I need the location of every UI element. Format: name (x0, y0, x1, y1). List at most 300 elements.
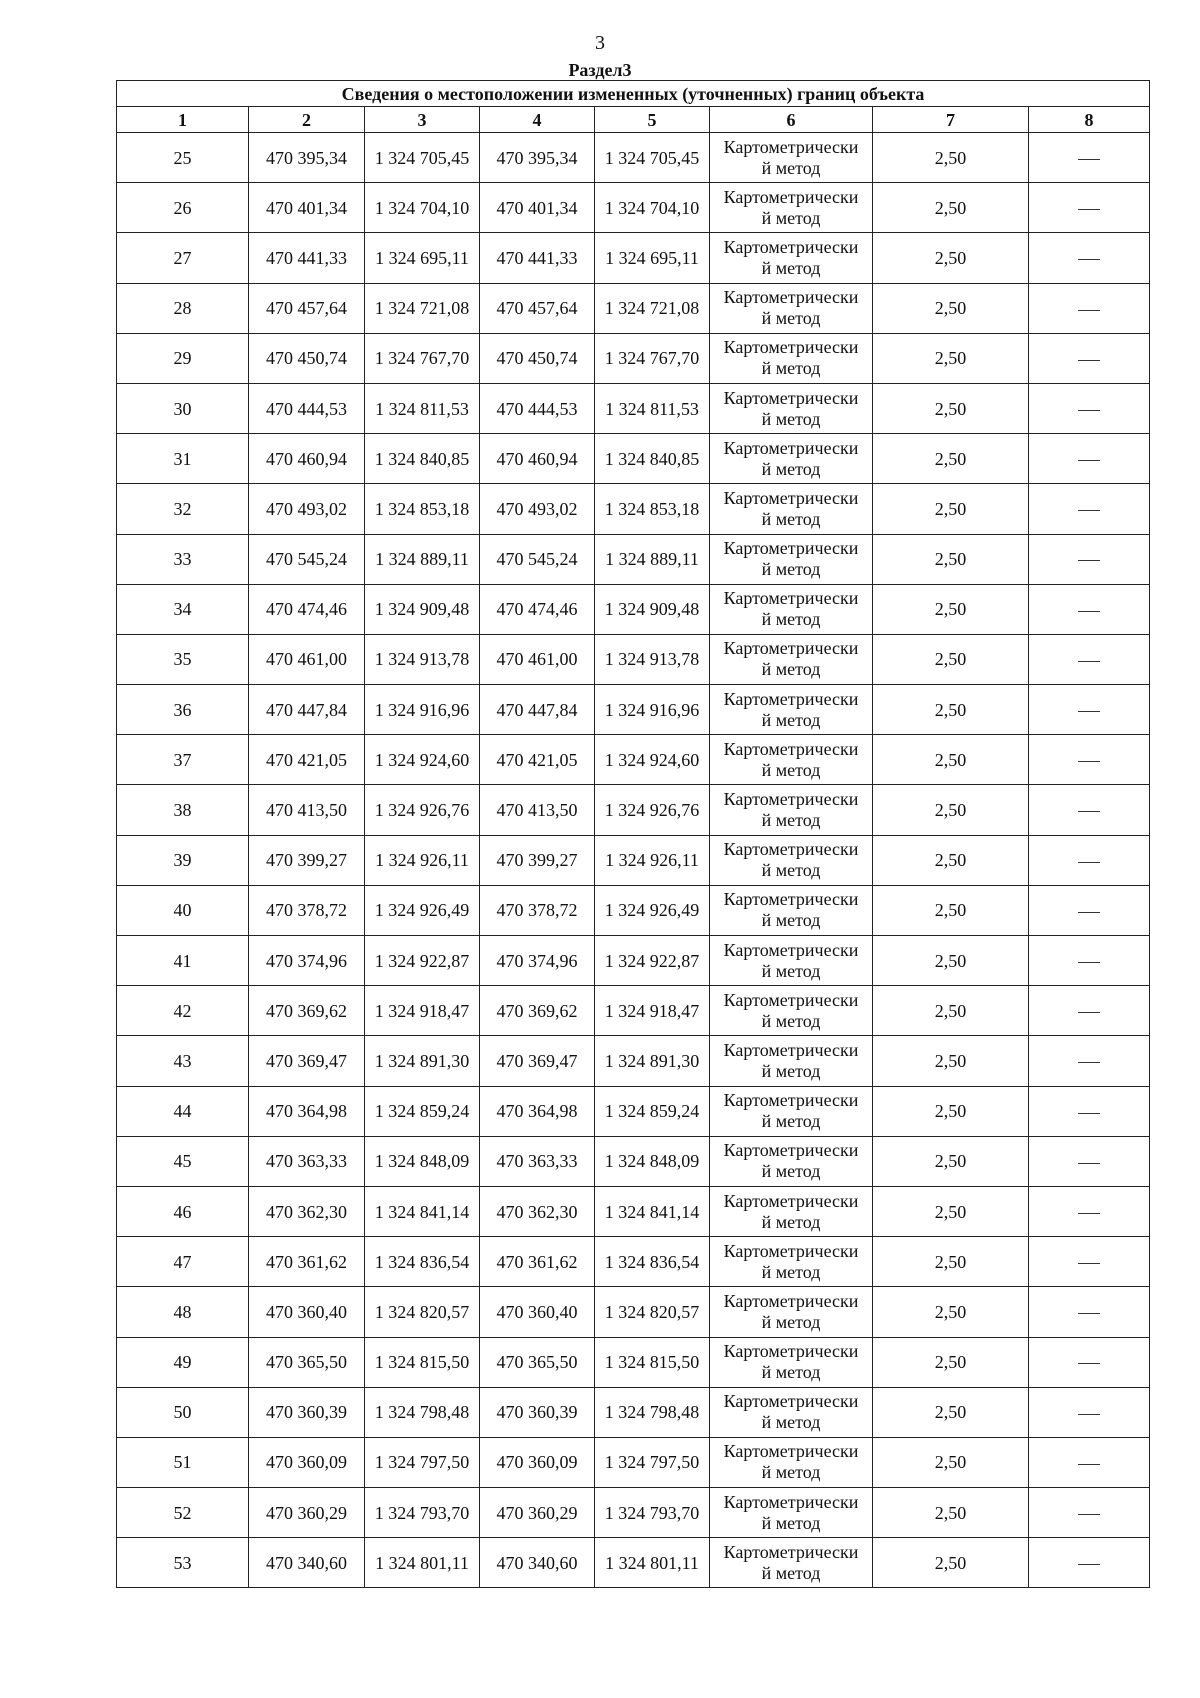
method-cell (710, 133, 873, 183)
point-number-cell: 26 (117, 183, 249, 233)
method-text-line-2: й метод (761, 960, 821, 981)
description-cell (1029, 1086, 1150, 1136)
description-cell (1029, 936, 1150, 986)
table-row (117, 1136, 1150, 1186)
dash-icon (1078, 761, 1100, 762)
y-new-cell: 1 324 913,78 (595, 634, 710, 684)
accuracy-cell: 2,50 (873, 484, 1029, 534)
x-new-cell: 470 401,34 (480, 183, 595, 233)
y-old-cell: 1 324 704,10 (365, 183, 480, 233)
x-new-cell: 470 360,40 (480, 1287, 595, 1337)
table-row (117, 484, 1150, 534)
description-cell (1029, 835, 1150, 885)
table-row (117, 283, 1150, 333)
method-cell (710, 383, 873, 433)
point-number-cell: 40 (117, 885, 249, 935)
y-new-cell: 1 324 801,11 (595, 1538, 710, 1588)
description-cell (1029, 1237, 1150, 1287)
x-new-cell: 470 360,39 (480, 1387, 595, 1437)
y-old-cell: 1 324 889,11 (365, 534, 480, 584)
table-row (117, 936, 1150, 986)
accuracy-cell: 2,50 (873, 1387, 1029, 1437)
x-new-cell: 470 363,33 (480, 1136, 595, 1186)
point-number-cell: 35 (117, 634, 249, 684)
method-text-line-2: й метод (761, 1060, 821, 1081)
point-number-cell: 34 (117, 584, 249, 634)
dash-icon (1078, 962, 1100, 963)
y-new-cell: 1 324 841,14 (595, 1186, 710, 1236)
x-old-cell: 470 461,00 (249, 634, 365, 684)
method-text-line-1: Картометрически (723, 789, 859, 810)
method-text-line-1: Картометрически (723, 287, 859, 308)
y-old-cell: 1 324 926,76 (365, 785, 480, 835)
table-row (117, 333, 1150, 383)
method-text-line-2: й метод (761, 207, 821, 228)
y-new-cell: 1 324 926,76 (595, 785, 710, 835)
method-text-line-2: й метод (761, 1362, 821, 1383)
table-row (117, 986, 1150, 1036)
point-number-cell: 42 (117, 986, 249, 1036)
method-text-line-1: Картометрически (723, 1090, 859, 1111)
y-old-cell: 1 324 695,11 (365, 233, 480, 283)
description-cell (1029, 1136, 1150, 1186)
description-cell (1029, 1186, 1150, 1236)
table-row (117, 1186, 1150, 1236)
x-new-cell: 470 413,50 (480, 785, 595, 835)
x-new-cell: 470 441,33 (480, 233, 595, 283)
column-header: 6 (710, 107, 873, 133)
accuracy-cell: 2,50 (873, 1036, 1029, 1086)
point-number-cell: 36 (117, 685, 249, 735)
point-number-cell: 28 (117, 283, 249, 333)
method-text-line-1: Картометрически (723, 839, 859, 860)
description-cell (1029, 333, 1150, 383)
method-cell (710, 233, 873, 283)
method-text-line-2: й метод (761, 1010, 821, 1031)
point-number-cell: 29 (117, 333, 249, 383)
method-text-line-1: Картометрически (723, 437, 859, 458)
point-number-cell: 31 (117, 434, 249, 484)
table-row (117, 835, 1150, 885)
y-old-cell: 1 324 815,50 (365, 1337, 480, 1387)
y-new-cell: 1 324 926,11 (595, 835, 710, 885)
table-row (117, 785, 1150, 835)
x-new-cell: 470 364,98 (480, 1086, 595, 1136)
method-text-line-1: Картометрически (723, 1391, 859, 1412)
accuracy-cell: 2,50 (873, 685, 1029, 735)
method-cell (710, 1287, 873, 1337)
dash-icon (1078, 1213, 1100, 1214)
method-text-line-2: й метод (761, 759, 821, 780)
method-text-line-2: й метод (761, 1261, 821, 1282)
x-new-cell: 470 493,02 (480, 484, 595, 534)
x-old-cell: 470 493,02 (249, 484, 365, 534)
x-new-cell: 470 444,53 (480, 383, 595, 433)
point-number-cell: 44 (117, 1086, 249, 1136)
x-new-cell: 470 399,27 (480, 835, 595, 885)
y-old-cell: 1 324 918,47 (365, 986, 480, 1036)
method-cell (710, 1387, 873, 1437)
table-row (117, 1437, 1150, 1487)
point-number-cell: 48 (117, 1287, 249, 1337)
method-cell (710, 1237, 873, 1287)
method-cell (710, 584, 873, 634)
point-number-cell: 43 (117, 1036, 249, 1086)
point-number-cell: 45 (117, 1136, 249, 1186)
method-text-line-2: й метод (761, 157, 821, 178)
description-cell (1029, 885, 1150, 935)
x-old-cell: 470 450,74 (249, 333, 365, 383)
method-cell (710, 1036, 873, 1086)
y-new-cell: 1 324 909,48 (595, 584, 710, 634)
method-cell (710, 785, 873, 835)
method-text-line-2: й метод (761, 860, 821, 881)
x-new-cell: 470 395,34 (480, 133, 595, 183)
x-old-cell: 470 365,50 (249, 1337, 365, 1387)
column-header: 5 (595, 107, 710, 133)
y-new-cell: 1 324 916,96 (595, 685, 710, 735)
method-text-line-1: Картометрически (723, 1290, 859, 1311)
x-old-cell: 470 378,72 (249, 885, 365, 935)
x-old-cell: 470 421,05 (249, 735, 365, 785)
x-old-cell: 470 362,30 (249, 1186, 365, 1236)
column-header: 2 (249, 107, 365, 133)
dash-icon (1078, 1163, 1100, 1164)
description-cell (1029, 785, 1150, 835)
point-number-cell: 41 (117, 936, 249, 986)
method-cell (710, 735, 873, 785)
method-text-line-1: Картометрически (723, 136, 859, 157)
table-row (117, 383, 1150, 433)
accuracy-cell: 2,50 (873, 434, 1029, 484)
y-old-cell: 1 324 926,11 (365, 835, 480, 885)
method-text-line-1: Картометрически (723, 588, 859, 609)
y-old-cell: 1 324 811,53 (365, 383, 480, 433)
method-cell (710, 936, 873, 986)
point-number-cell: 51 (117, 1437, 249, 1487)
x-new-cell: 470 369,47 (480, 1036, 595, 1086)
table-row (117, 1036, 1150, 1086)
method-cell (710, 1186, 873, 1236)
y-new-cell: 1 324 922,87 (595, 936, 710, 986)
method-text-line-1: Картометрически (723, 688, 859, 709)
x-new-cell: 470 545,24 (480, 534, 595, 584)
table-caption-row (117, 81, 1150, 107)
method-text-line-2: й метод (761, 1412, 821, 1433)
method-cell (710, 986, 873, 1036)
method-text-line-2: й метод (761, 709, 821, 730)
dash-icon (1078, 209, 1100, 210)
x-old-cell: 470 374,96 (249, 936, 365, 986)
y-old-cell: 1 324 840,85 (365, 434, 480, 484)
table-body (117, 81, 1150, 1588)
method-text-line-2: й метод (761, 1512, 821, 1533)
x-new-cell: 470 340,60 (480, 1538, 595, 1588)
x-old-cell: 470 364,98 (249, 1086, 365, 1136)
accuracy-cell: 2,50 (873, 534, 1029, 584)
description-cell (1029, 434, 1150, 484)
method-text-line-2: й метод (761, 1562, 821, 1583)
y-old-cell: 1 324 705,45 (365, 133, 480, 183)
method-text-line-1: Картометрически (723, 1491, 859, 1512)
method-cell (710, 634, 873, 684)
method-text-line-1: Картометрически (723, 1441, 859, 1462)
y-new-cell: 1 324 889,11 (595, 534, 710, 584)
page-number: 3 (595, 32, 605, 54)
description-cell (1029, 484, 1150, 534)
x-new-cell: 470 461,00 (480, 634, 595, 684)
description-cell (1029, 1287, 1150, 1337)
x-old-cell: 470 447,84 (249, 685, 365, 735)
table-header-row (117, 107, 1150, 133)
dash-icon (1078, 410, 1100, 411)
y-old-cell: 1 324 913,78 (365, 634, 480, 684)
description-cell (1029, 584, 1150, 634)
description-cell (1029, 183, 1150, 233)
method-text-line-1: Картометрически (723, 236, 859, 257)
y-new-cell: 1 324 811,53 (595, 383, 710, 433)
x-old-cell: 470 545,24 (249, 534, 365, 584)
method-cell (710, 1488, 873, 1538)
point-number-cell: 49 (117, 1337, 249, 1387)
point-number-cell: 39 (117, 835, 249, 885)
method-cell (710, 283, 873, 333)
y-new-cell: 1 324 924,60 (595, 735, 710, 785)
x-new-cell: 470 369,62 (480, 986, 595, 1036)
y-old-cell: 1 324 798,48 (365, 1387, 480, 1437)
x-old-cell: 470 413,50 (249, 785, 365, 835)
method-cell (710, 484, 873, 534)
method-cell (710, 183, 873, 233)
description-cell (1029, 1036, 1150, 1086)
x-old-cell: 470 369,47 (249, 1036, 365, 1086)
point-number-cell: 53 (117, 1538, 249, 1588)
table-row (117, 434, 1150, 484)
dash-icon (1078, 1313, 1100, 1314)
dash-icon (1078, 360, 1100, 361)
section-title: Раздел3 (568, 60, 632, 80)
description-cell (1029, 534, 1150, 584)
y-new-cell: 1 324 859,24 (595, 1086, 710, 1136)
table-row (117, 1538, 1150, 1588)
y-old-cell: 1 324 848,09 (365, 1136, 480, 1186)
point-number-cell: 25 (117, 133, 249, 183)
x-new-cell: 470 460,94 (480, 434, 595, 484)
y-new-cell: 1 324 918,47 (595, 986, 710, 1036)
y-new-cell: 1 324 705,45 (595, 133, 710, 183)
method-text-line-1: Картометрически (723, 939, 859, 960)
description-cell (1029, 1488, 1150, 1538)
x-new-cell: 470 360,29 (480, 1488, 595, 1538)
method-text-line-1: Картометрически (723, 989, 859, 1010)
x-new-cell: 470 365,50 (480, 1337, 595, 1387)
method-cell (710, 333, 873, 383)
table-row (117, 1337, 1150, 1387)
method-cell (710, 885, 873, 935)
method-text-line-1: Картометрически (723, 638, 859, 659)
table-row (117, 634, 1150, 684)
method-cell (710, 685, 873, 735)
y-new-cell: 1 324 721,08 (595, 283, 710, 333)
point-number-cell: 30 (117, 383, 249, 433)
dash-icon (1078, 1263, 1100, 1264)
y-old-cell: 1 324 841,14 (365, 1186, 480, 1236)
accuracy-cell: 2,50 (873, 333, 1029, 383)
dash-icon (1078, 661, 1100, 662)
method-cell (710, 1086, 873, 1136)
description-cell (1029, 383, 1150, 433)
table-row (117, 685, 1150, 735)
dash-icon (1078, 310, 1100, 311)
point-number-cell: 32 (117, 484, 249, 534)
method-cell (710, 1538, 873, 1588)
point-number-cell: 38 (117, 785, 249, 835)
method-text-line-2: й метод (761, 257, 821, 278)
x-old-cell: 470 441,33 (249, 233, 365, 283)
method-text-line-2: й метод (761, 1111, 821, 1132)
point-number-cell: 33 (117, 534, 249, 584)
dash-icon (1078, 560, 1100, 561)
dash-icon (1078, 259, 1100, 260)
accuracy-cell: 2,50 (873, 835, 1029, 885)
y-new-cell: 1 324 798,48 (595, 1387, 710, 1437)
x-new-cell: 470 474,46 (480, 584, 595, 634)
x-old-cell: 470 460,94 (249, 434, 365, 484)
description-cell (1029, 634, 1150, 684)
y-old-cell: 1 324 797,50 (365, 1437, 480, 1487)
y-old-cell: 1 324 891,30 (365, 1036, 480, 1086)
method-text-line-1: Картометрически (723, 1140, 859, 1161)
table-row (117, 133, 1150, 183)
table-row (117, 735, 1150, 785)
table-row (117, 1237, 1150, 1287)
method-text-line-2: й метод (761, 1311, 821, 1332)
x-new-cell: 470 457,64 (480, 283, 595, 333)
y-new-cell: 1 324 891,30 (595, 1036, 710, 1086)
boundary-coordinates-table (116, 80, 1150, 1588)
x-old-cell: 470 363,33 (249, 1136, 365, 1186)
y-new-cell: 1 324 836,54 (595, 1237, 710, 1287)
point-number-cell: 46 (117, 1186, 249, 1236)
method-text-line-1: Картометрически (723, 1190, 859, 1211)
x-new-cell: 470 421,05 (480, 735, 595, 785)
method-text-line-2: й метод (761, 559, 821, 580)
point-number-cell: 47 (117, 1237, 249, 1287)
accuracy-cell: 2,50 (873, 1086, 1029, 1136)
x-old-cell: 470 360,40 (249, 1287, 365, 1337)
description-cell (1029, 1437, 1150, 1487)
point-number-cell: 50 (117, 1387, 249, 1437)
dash-icon (1078, 510, 1100, 511)
x-old-cell: 470 395,34 (249, 133, 365, 183)
method-text-line-1: Картометрически (723, 538, 859, 559)
table-caption: Сведения о местоположении измененных (уточненных) границ объекта (117, 81, 1150, 107)
method-text-line-2: й метод (761, 609, 821, 630)
method-cell (710, 1437, 873, 1487)
column-header: 1 (117, 107, 249, 133)
dash-icon (1078, 811, 1100, 812)
description-cell (1029, 1538, 1150, 1588)
method-text-line-2: й метод (761, 1211, 821, 1232)
method-text-line-1: Картометрически (723, 337, 859, 358)
accuracy-cell: 2,50 (873, 634, 1029, 684)
table-row (117, 534, 1150, 584)
x-old-cell: 470 474,46 (249, 584, 365, 634)
y-new-cell: 1 324 793,70 (595, 1488, 710, 1538)
description-cell (1029, 133, 1150, 183)
dash-icon (1078, 1514, 1100, 1515)
accuracy-cell: 2,50 (873, 183, 1029, 233)
description-cell (1029, 685, 1150, 735)
dash-icon (1078, 862, 1100, 863)
method-text-line-1: Картометрически (723, 1039, 859, 1060)
point-number-cell: 37 (117, 735, 249, 785)
x-new-cell: 470 360,09 (480, 1437, 595, 1487)
y-new-cell: 1 324 704,10 (595, 183, 710, 233)
dash-icon (1078, 1464, 1100, 1465)
accuracy-cell: 2,50 (873, 785, 1029, 835)
table-row (117, 1387, 1150, 1437)
y-new-cell: 1 324 815,50 (595, 1337, 710, 1387)
dash-icon (1078, 460, 1100, 461)
y-old-cell: 1 324 924,60 (365, 735, 480, 785)
table-row (117, 885, 1150, 935)
method-text-line-2: й метод (761, 508, 821, 529)
y-old-cell: 1 324 801,11 (365, 1538, 480, 1588)
y-new-cell: 1 324 767,70 (595, 333, 710, 383)
accuracy-cell: 2,50 (873, 383, 1029, 433)
method-text-line-1: Картометрически (723, 487, 859, 508)
method-text-line-2: й метод (761, 358, 821, 379)
y-new-cell: 1 324 695,11 (595, 233, 710, 283)
column-header: 4 (480, 107, 595, 133)
table-row (117, 1488, 1150, 1538)
accuracy-cell: 2,50 (873, 133, 1029, 183)
accuracy-cell: 2,50 (873, 1237, 1029, 1287)
table-row (117, 233, 1150, 283)
y-old-cell: 1 324 721,08 (365, 283, 480, 333)
y-new-cell: 1 324 797,50 (595, 1437, 710, 1487)
x-old-cell: 470 401,34 (249, 183, 365, 233)
dash-icon (1078, 1363, 1100, 1364)
description-cell (1029, 283, 1150, 333)
accuracy-cell: 2,50 (873, 1538, 1029, 1588)
dash-icon (1078, 1062, 1100, 1063)
x-new-cell: 470 374,96 (480, 936, 595, 986)
x-new-cell: 470 447,84 (480, 685, 595, 735)
x-old-cell: 470 457,64 (249, 283, 365, 333)
dash-icon (1078, 159, 1100, 160)
x-old-cell: 470 360,29 (249, 1488, 365, 1538)
method-text-line-2: й метод (761, 408, 821, 429)
dash-icon (1078, 1564, 1100, 1565)
accuracy-cell: 2,50 (873, 283, 1029, 333)
description-cell (1029, 735, 1150, 785)
description-cell (1029, 1337, 1150, 1387)
method-cell (710, 835, 873, 885)
point-number-cell: 27 (117, 233, 249, 283)
y-old-cell: 1 324 916,96 (365, 685, 480, 735)
table-row (117, 584, 1150, 634)
x-old-cell: 470 399,27 (249, 835, 365, 885)
y-old-cell: 1 324 853,18 (365, 484, 480, 534)
method-text-line-1: Картометрически (723, 889, 859, 910)
accuracy-cell: 2,50 (873, 1186, 1029, 1236)
y-old-cell: 1 324 767,70 (365, 333, 480, 383)
accuracy-cell: 2,50 (873, 986, 1029, 1036)
x-old-cell: 470 444,53 (249, 383, 365, 433)
y-old-cell: 1 324 836,54 (365, 1237, 480, 1287)
